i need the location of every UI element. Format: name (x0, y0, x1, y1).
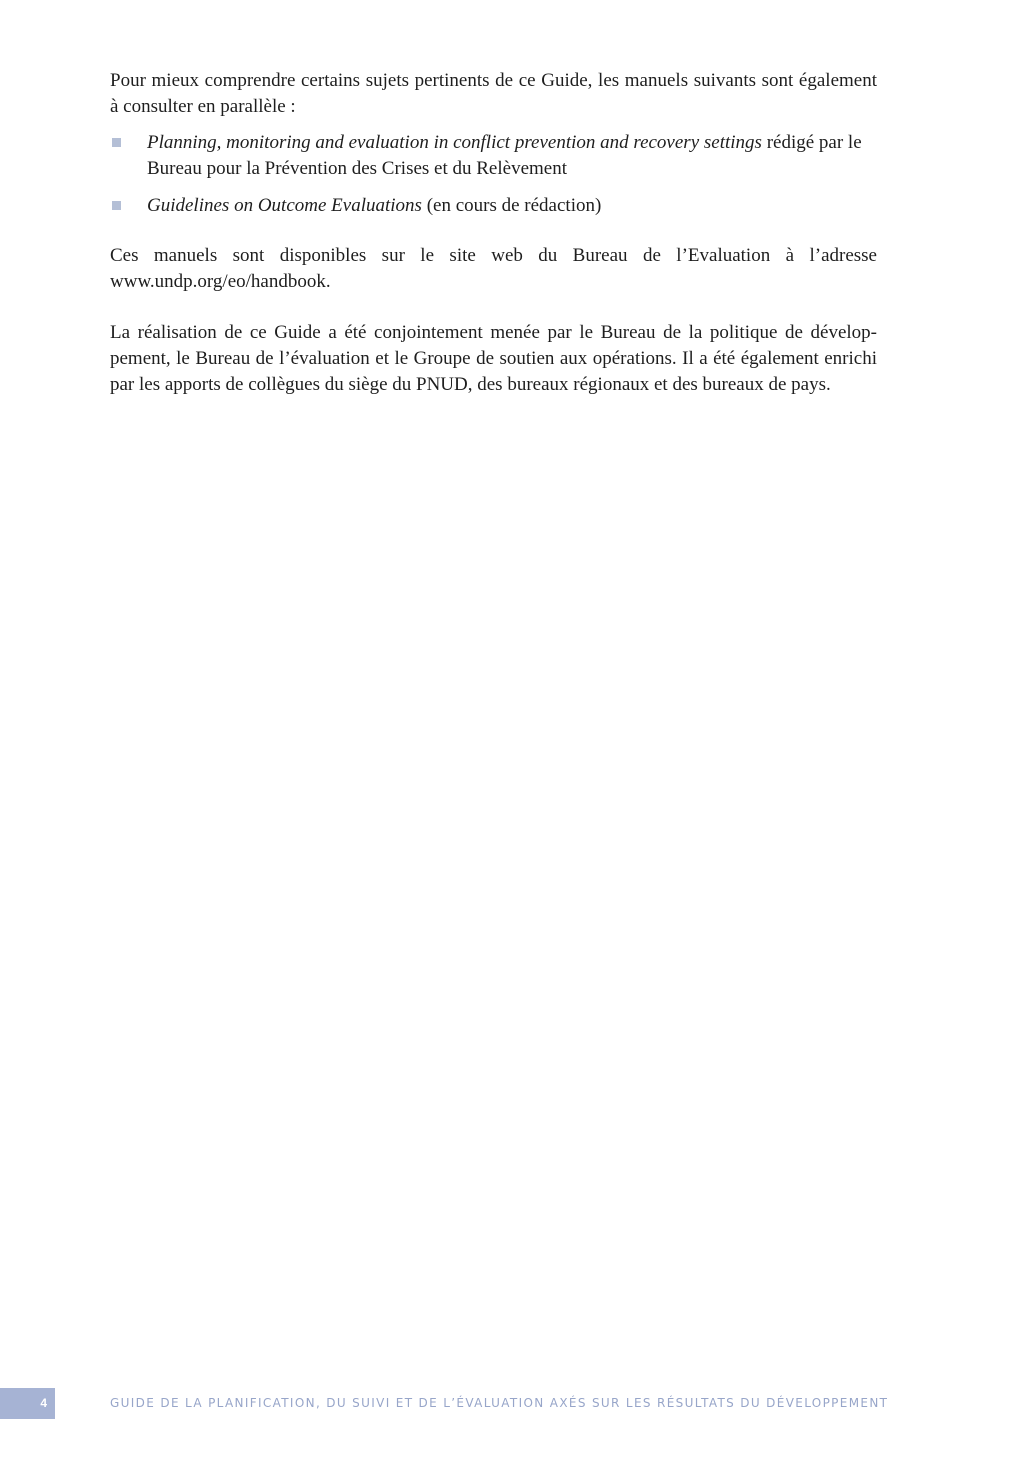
square-bullet-icon (112, 138, 121, 147)
handbook-title: Guidelines on Outcome Evaluations (147, 195, 422, 216)
acknowledgement-paragraph: La réalisation de ce Guide a été conjointement menée par le Bureau de la politique de dévelop-pement, le Bureau de l’évaluation et le Groupe de soutien aux opérations. Il a été également enrichi par les apports de collègues du siège du PNUD, des bureaux régionaux et des bureaux de pays. (110, 322, 877, 395)
handbook-description: (en cours de rédaction) (421, 195, 602, 216)
handbook-description: rédigé par le Bureau pour la Prévention des Crises et du Relèvement (147, 132, 862, 179)
square-bullet-icon (112, 201, 121, 210)
list-item (110, 193, 877, 219)
availability-paragraph: Ces manuels sont disponibles sur le site web du Bureau de l’Evaluation à l’adresse www.undp.org/eo/handbook. (110, 245, 877, 292)
handbook-title: Planning, monitoring and evaluation in conflict prevention and recovery settings (147, 132, 762, 153)
page-footer (0, 1388, 1024, 1419)
page-number: 4 (0, 1388, 55, 1419)
intro-paragraph: Pour mieux comprendre certains sujets pertinents de ce Guide, les manuels suivants sont également à consulter en parallèle : (110, 70, 877, 117)
handbook-list (110, 130, 877, 219)
list-item (110, 130, 877, 182)
running-title: GUIDE DE LA PLANIFICATION, DU SUIVI ET DE L’ÉVALUATION AXÉS SUR LES RÉSULTATS DU DÉVELOPPEMENT (110, 1396, 889, 1410)
document-body (110, 68, 877, 398)
